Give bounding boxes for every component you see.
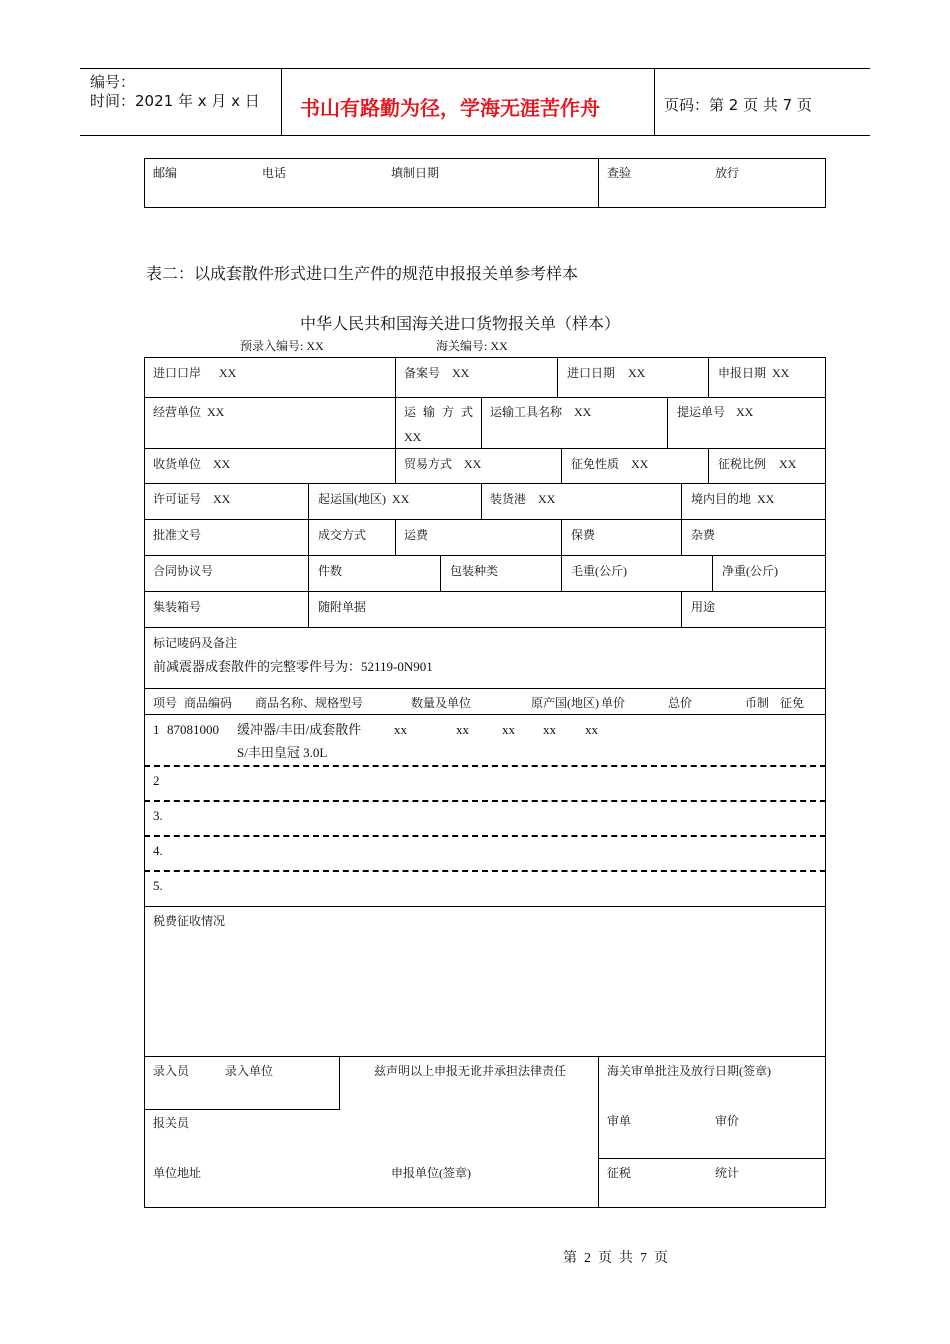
col-unit-price: 单价 xyxy=(601,696,626,710)
tax-ratio-label: 征税比例 xyxy=(718,457,767,471)
row-line xyxy=(144,483,826,484)
approval-no-label: 批准文号 xyxy=(153,528,202,542)
col-line xyxy=(440,555,441,591)
entry-unit-label: 录入单位 xyxy=(225,1064,274,1078)
bottom-row-line xyxy=(598,1158,826,1159)
col-line xyxy=(561,519,562,555)
declaring-unit-label: 申报单位(签章) xyxy=(391,1166,471,1180)
inspect-label: 查验 xyxy=(607,166,632,180)
item1-value: xx xyxy=(502,722,515,737)
page-footer: 第 2 页 共 7 页 xyxy=(563,1251,668,1266)
marks-note: 前减震器成套散件的完整零件号为：52119-0N901 xyxy=(153,659,433,674)
item1-name-line2: S/丰田皇冠 3.0L xyxy=(237,745,328,760)
trade-mode-value: XX xyxy=(464,457,482,471)
header-divider-left xyxy=(281,68,282,135)
item1-no: 1 xyxy=(153,722,160,737)
exemption-nature-label: 征免性质 xyxy=(571,457,620,471)
item1-value: xx xyxy=(543,722,556,737)
item-separator xyxy=(144,765,826,767)
item5-no: 5. xyxy=(153,878,163,893)
import-port-value: XX xyxy=(219,366,237,380)
item2-no: 2 xyxy=(153,773,160,788)
col-line xyxy=(681,519,682,555)
col-line xyxy=(395,357,396,397)
row-line xyxy=(144,591,826,592)
import-date-value: XX xyxy=(628,366,646,380)
import-port-label: 进口口岸 xyxy=(153,366,202,380)
bill-no-label: 提运单号 xyxy=(677,405,726,419)
col-line xyxy=(481,397,482,448)
col-line xyxy=(708,448,709,483)
bottom-col-line xyxy=(339,1056,340,1109)
record-no-label: 备案号 xyxy=(404,366,441,380)
net-weight-label: 净重(公斤) xyxy=(722,564,778,578)
declaration-statement: 兹声明以上申报无讹并承担法律责任 xyxy=(374,1064,567,1078)
col-line xyxy=(557,357,558,397)
col-name-spec: 商品名称、规格型号 xyxy=(255,696,364,710)
header-divider-right xyxy=(654,68,655,135)
item1-code: 87081000 xyxy=(167,722,219,737)
form-title: 中华人民共和国海关进口货物报关单（样本） xyxy=(300,314,621,333)
license-no-value: XX xyxy=(213,492,231,506)
attached-docs-label: 随附单据 xyxy=(318,600,367,614)
col-line xyxy=(308,555,309,591)
tax-collect-label: 征税 xyxy=(607,1166,632,1180)
unit-address-label: 单位地址 xyxy=(153,1166,202,1180)
release-label: 放行 xyxy=(715,166,740,180)
col-total-price: 总价 xyxy=(668,696,693,710)
postcode-label: 邮编 xyxy=(153,166,178,180)
row-line xyxy=(144,448,826,449)
item-separator xyxy=(144,835,826,837)
bottom-col-line xyxy=(598,1056,599,1208)
misc-fee-label: 杂费 xyxy=(691,528,716,542)
header-bottom-rule xyxy=(80,135,870,136)
origin-country-label: 起运国(地区) xyxy=(318,492,386,506)
freight-label: 运费 xyxy=(404,528,429,542)
declare-date-value: XX xyxy=(772,366,790,380)
item4-no: 4. xyxy=(153,843,163,858)
row-line xyxy=(144,688,826,689)
row-line xyxy=(144,519,826,520)
statistics-label: 统计 xyxy=(715,1166,740,1180)
header-top-rule xyxy=(80,68,870,69)
col-exemption: 征免 xyxy=(780,696,805,710)
loading-port-label: 装货港 xyxy=(490,492,527,506)
insurance-label: 保费 xyxy=(571,528,596,542)
serial-label: 编号： xyxy=(90,73,136,91)
destination-label: 境内目的地 xyxy=(691,492,752,506)
item-separator xyxy=(144,870,826,872)
col-line xyxy=(308,483,309,519)
row-line xyxy=(144,555,826,556)
vehicle-name-label: 运输工具名称 xyxy=(490,405,563,419)
col-line xyxy=(308,591,309,627)
declaration-form xyxy=(144,357,826,1208)
vehicle-name-value: XX xyxy=(574,405,592,419)
row-line xyxy=(144,397,826,398)
col-line xyxy=(395,519,396,555)
price-review-label: 审价 xyxy=(715,1114,740,1128)
item1-value: xx xyxy=(394,722,407,737)
col-qty-unit: 数量及单位 xyxy=(411,696,472,710)
pre-entry-no: 预录入编号: XX xyxy=(240,339,324,353)
transport-mode-value: XX xyxy=(404,430,422,444)
phone-label: 电话 xyxy=(262,166,287,180)
row-line xyxy=(144,627,826,628)
item1-value: xx xyxy=(585,722,598,737)
exemption-nature-value: XX xyxy=(631,457,649,471)
row-line xyxy=(144,906,826,907)
col-line xyxy=(708,357,709,397)
license-no-label: 许可证号 xyxy=(153,492,202,506)
col-line xyxy=(681,483,682,519)
col-line xyxy=(308,519,309,555)
marks-label: 标记唛码及备注 xyxy=(153,636,238,650)
packages-label: 件数 xyxy=(318,564,343,578)
item1-value: xx xyxy=(456,722,469,737)
record-no-value: XX xyxy=(452,366,470,380)
usage-label: 用途 xyxy=(691,600,716,614)
declarant-label: 报关员 xyxy=(153,1116,190,1130)
page-info: 页码：第 2 页 共 7 页 xyxy=(664,96,812,114)
consignee-value: XX xyxy=(213,457,231,471)
customs-approval-label: 海关审单批注及放行日期(签章) xyxy=(607,1064,771,1078)
operating-unit-value: XX xyxy=(207,405,225,419)
destination-value: XX xyxy=(757,492,775,506)
loading-port-value: XX xyxy=(538,492,556,506)
package-type-label: 包装种类 xyxy=(450,564,499,578)
bottom-row-line xyxy=(144,1109,340,1110)
fill-date-label: 填制日期 xyxy=(391,166,440,180)
transaction-mode-label: 成交方式 xyxy=(318,528,367,542)
item3-no: 3. xyxy=(153,808,163,823)
container-no-label: 集装箱号 xyxy=(153,600,202,614)
review-label: 审单 xyxy=(607,1114,632,1128)
row-line xyxy=(144,1056,826,1057)
col-line xyxy=(395,397,396,448)
col-line xyxy=(395,448,396,483)
tax-collection-label: 税费征收情况 xyxy=(153,914,226,928)
col-line xyxy=(481,483,482,519)
operating-unit-label: 经营单位 xyxy=(153,405,202,419)
time-label: 时间：2021 年 x 月 x 日 xyxy=(90,92,260,110)
col-line xyxy=(561,448,562,483)
col-origin: 原产国(地区) xyxy=(531,696,599,710)
col-line xyxy=(667,397,668,448)
entry-clerk-label: 录入员 xyxy=(153,1064,190,1078)
import-date-label: 进口日期 xyxy=(567,366,616,380)
trade-mode-label: 贸易方式 xyxy=(404,457,453,471)
item1-name: 缓冲器/丰田/成套散件 xyxy=(237,722,362,737)
consignee-label: 收货单位 xyxy=(153,457,202,471)
gross-weight-label: 毛重(公斤) xyxy=(571,564,627,578)
item-separator xyxy=(144,800,826,802)
origin-country-value: XX xyxy=(392,492,410,506)
col-hs-code: 商品编码 xyxy=(184,696,233,710)
col-line xyxy=(681,591,682,627)
col-line xyxy=(712,555,713,591)
table-caption: 表二：以成套散件形式进口生产件的规范申报报关单参考样本 xyxy=(146,266,579,283)
tax-ratio-value: XX xyxy=(779,457,797,471)
transport-mode-label: 运 输 方 式 xyxy=(404,405,476,419)
contract-no-label: 合同协议号 xyxy=(153,564,214,578)
motto: 书山有路勤为径，学海无涯苦作舟 xyxy=(300,96,600,120)
col-line xyxy=(561,555,562,591)
declare-date-label: 申报日期 xyxy=(718,366,767,380)
customs-no: 海关编号: XX xyxy=(436,339,508,353)
col-currency: 币制 xyxy=(745,696,770,710)
row-line xyxy=(144,714,826,715)
top-box-divider xyxy=(598,158,599,208)
col-item-no: 项号 xyxy=(153,696,178,710)
bill-no-value: XX xyxy=(736,405,754,419)
